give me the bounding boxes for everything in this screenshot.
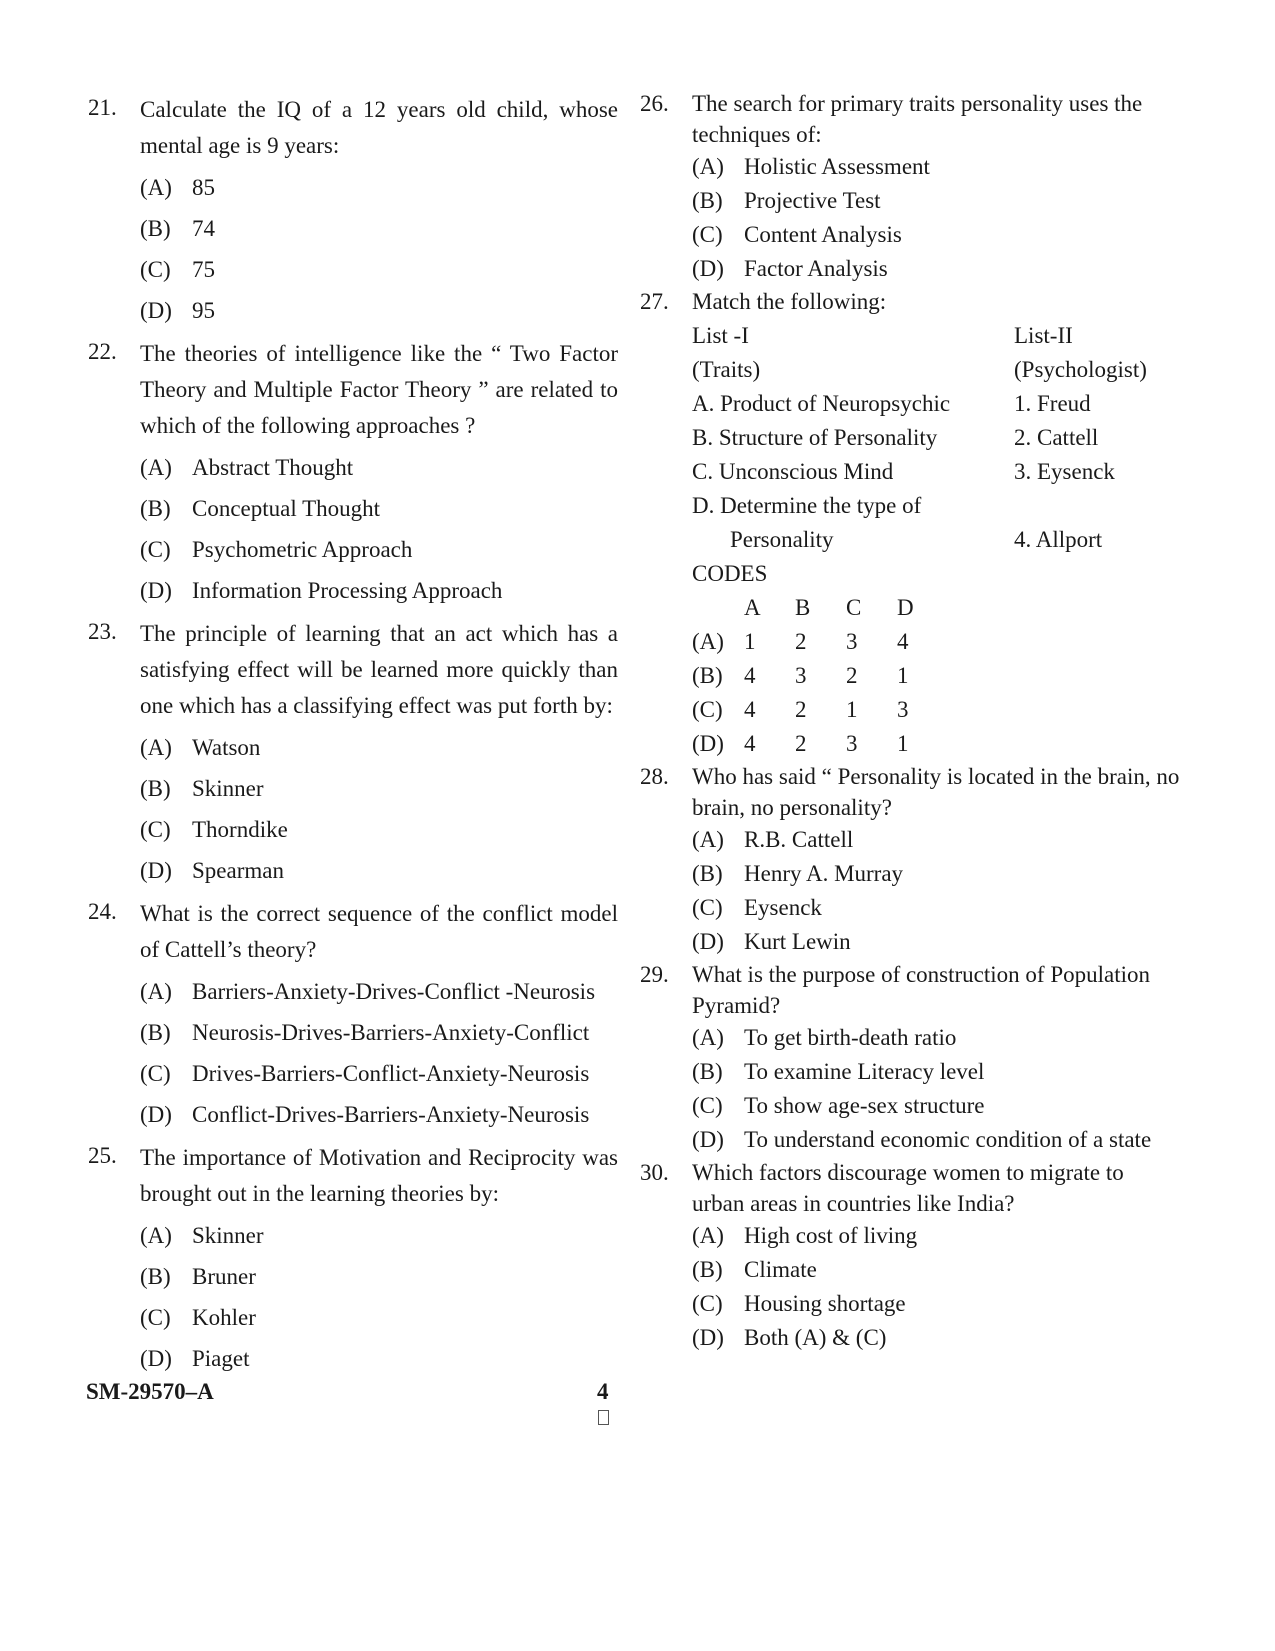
codes-header: A B C D	[744, 594, 914, 620]
option: (A) To get birth-death ratio	[692, 1024, 957, 1050]
option: (B) Henry A. Murray	[692, 860, 904, 886]
code-option: (D) 4 2 3 1	[692, 730, 909, 756]
page-number: 4	[597, 1379, 609, 1404]
question-number: 21.	[88, 95, 117, 120]
question-text: Match the following:	[692, 289, 887, 314]
option: (B) Projective Test	[692, 187, 881, 213]
question-number: 25.	[88, 1143, 117, 1168]
question-text: Calculate the IQ of a 12 years old child, whose mental age is 9 years:	[140, 97, 618, 158]
question-text: Who has said “ Personality is located in the brain, no brain, no personality?	[692, 764, 1180, 820]
option: (A) 85	[140, 175, 215, 201]
question-text: The theories of intelligence like the “ Two Factor Theory and Multiple Factor Theory ” are related to which of the following approaches ?	[140, 341, 618, 438]
match-row: C. Unconscious Mind 3. Eysenck	[692, 458, 1115, 484]
question-29	[640, 959, 1180, 1157]
placeholder-box-icon	[598, 1410, 609, 1425]
question-number: 28.	[640, 764, 669, 789]
option: (D) Piaget	[140, 1346, 250, 1372]
paper-code: SM-29570–A	[86, 1379, 214, 1404]
option: (B) Conceptual Thought	[140, 496, 381, 522]
option: (D) Information Processing Approach	[140, 578, 503, 604]
option: (B) To examine Literacy level	[692, 1058, 985, 1084]
option: (C) Drives-Barriers-Conflict-Anxiety-Neurosis	[140, 1061, 590, 1087]
option: (D) Both (A) & (C)	[692, 1324, 887, 1350]
option: (D) To understand economic condition of a state	[692, 1126, 1152, 1152]
question-23	[88, 616, 618, 892]
question-text: What is the purpose of construction of Population Pyramid?	[692, 962, 1151, 1018]
list2-subtitle: (Psychologist)	[1014, 356, 1147, 382]
question-30	[640, 1157, 1180, 1355]
code-option: (A) 1 2 3 4	[692, 628, 909, 654]
match-row: B. Structure of Personality 2. Cattell	[692, 424, 1099, 450]
question-28	[640, 761, 1180, 959]
right-column	[640, 88, 1180, 1355]
code-option: (C) 4 2 1 3	[692, 696, 909, 722]
list1-subtitle: (Traits)	[692, 356, 761, 382]
question-text: What is the correct sequence of the conflict model of Cattell’s theory?	[140, 901, 618, 962]
option: (B) Climate	[692, 1256, 817, 1282]
option: (D) Conflict-Drives-Barriers-Anxiety-Neurosis	[140, 1102, 590, 1128]
question-number: 30.	[640, 1160, 669, 1185]
option: (C) Kohler	[140, 1305, 256, 1331]
match-row: D. Determine the type of	[692, 492, 922, 518]
option: (A) Watson	[140, 735, 261, 761]
option: (B) 74	[140, 216, 215, 242]
question-number: 24.	[88, 899, 117, 924]
match-lists	[692, 319, 1180, 761]
option: (B) Skinner	[140, 776, 264, 802]
question-26	[640, 88, 1180, 286]
question-number: 22.	[88, 339, 117, 364]
list2-title: List-II	[1014, 322, 1073, 348]
option: (A) Holistic Assessment	[692, 153, 930, 179]
question-22	[88, 336, 618, 612]
option: (C) Eysenck	[692, 894, 822, 920]
question-24	[88, 896, 618, 1136]
option: (D) 95	[140, 298, 215, 324]
option: (C) Housing shortage	[692, 1290, 906, 1316]
option: (C) Content Analysis	[692, 221, 902, 247]
option: (A) Abstract Thought	[140, 455, 354, 481]
option: (A) Barriers-Anxiety-Drives-Conflict -Neurosis	[140, 979, 596, 1005]
left-column	[88, 88, 618, 1380]
question-21	[88, 92, 618, 332]
question-number: 23.	[88, 619, 117, 644]
codes-label: CODES	[692, 561, 768, 586]
question-number: 27.	[640, 289, 669, 314]
question-text: The importance of Motivation and Reciprocity was brought out in the learning theories by:	[140, 1145, 618, 1206]
match-row: Personality 4. Allport	[730, 526, 1103, 552]
match-row: A. Product of Neuropsychic 1. Freud	[692, 390, 1091, 416]
option: (C) Thorndike	[140, 817, 288, 843]
option: (D) Kurt Lewin	[692, 928, 851, 954]
option: (D) Spearman	[140, 858, 284, 884]
question-text: The search for primary traits personality uses the techniques of:	[692, 91, 1143, 147]
list1-title: List -I	[692, 322, 749, 348]
question-number: 29.	[640, 962, 669, 987]
option: (C) Psychometric Approach	[140, 537, 413, 563]
option: (A) R.B. Cattell	[692, 826, 854, 852]
question-number: 26.	[640, 91, 669, 116]
option: (C) To show age-sex structure	[692, 1092, 985, 1118]
question-25	[88, 1140, 618, 1380]
question-text: Which factors discourage women to migrate to urban areas in countries like India?	[692, 1160, 1124, 1216]
code-option: (B) 4 3 2 1	[692, 662, 909, 688]
option: (C) 75	[140, 257, 215, 283]
option: (D) Factor Analysis	[692, 255, 888, 281]
option: (A) High cost of living	[692, 1222, 918, 1248]
question-text: The principle of learning that an act which has a satisfying effect will be learned more quickly than one which has a classifying effect was put forth by:	[140, 621, 618, 718]
option: (A) Skinner	[140, 1223, 264, 1249]
option: (B) Bruner	[140, 1264, 256, 1290]
option: (B) Neurosis-Drives-Barriers-Anxiety-Conflict	[140, 1020, 590, 1046]
question-27	[640, 286, 1180, 761]
